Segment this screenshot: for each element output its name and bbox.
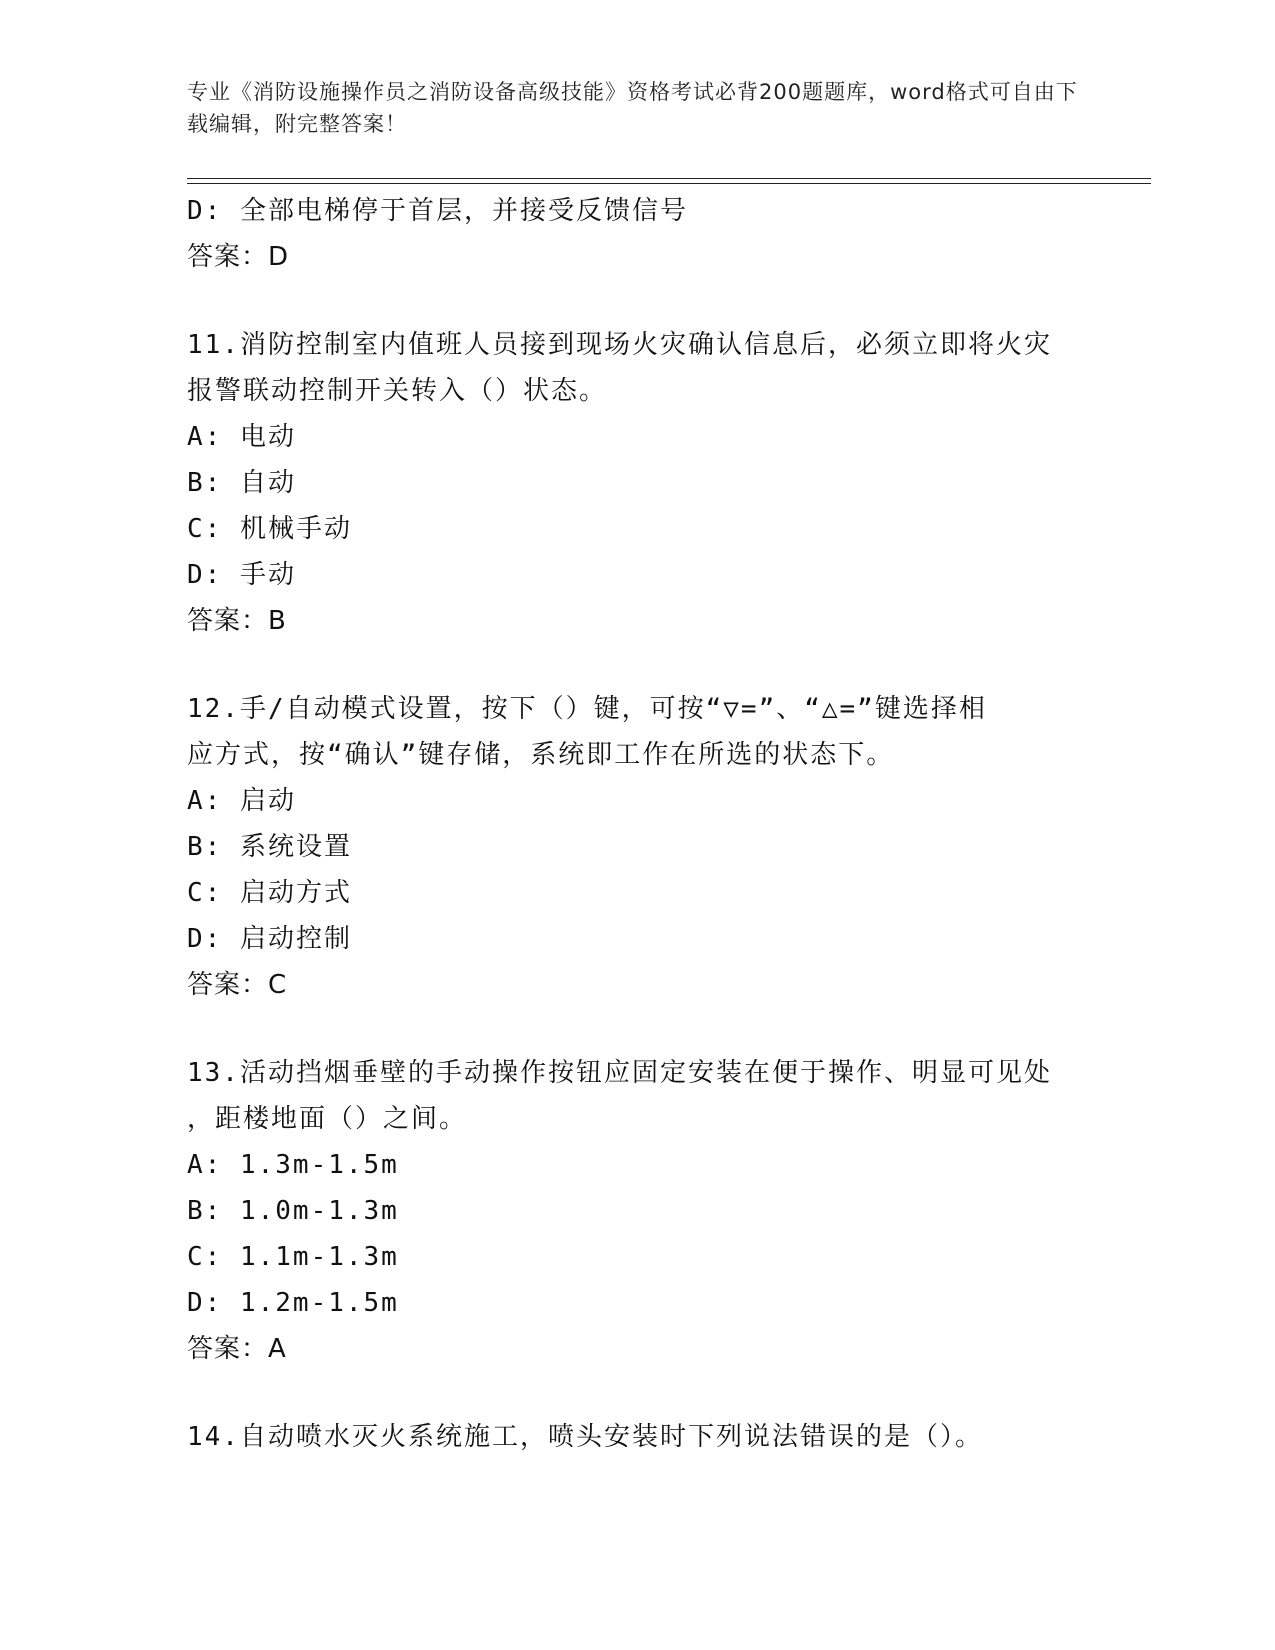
header-divider-top xyxy=(187,178,1151,179)
option-d: D: 手动 xyxy=(187,560,296,590)
question-stem: 13.活动挡烟垂壁的手动操作按钮应固定安装在便于操作、明显可见处 xyxy=(187,1058,1052,1088)
prev-option-d: D: 全部电梯停于首层，并接受反馈信号 xyxy=(187,196,688,226)
option-a: A: 1.3m-1.5m xyxy=(187,1150,399,1180)
option-c: C: 1.1m-1.3m xyxy=(187,1242,399,1272)
question-stem: 11.消防控制室内值班人员接到现场火灾确认信息后，必须立即将火灾 xyxy=(187,330,1052,360)
option-a: A: 电动 xyxy=(187,422,296,452)
header-divider-bottom xyxy=(187,183,1151,184)
question-stem: 12.手/自动模式设置，按下（）键，可按“▽=”、“△=”键选择相 xyxy=(187,694,987,724)
option-c: C: 启动方式 xyxy=(187,878,352,908)
answer: 答案：B xyxy=(187,606,287,636)
question-14 xyxy=(187,1414,1087,1460)
question-content xyxy=(187,188,1087,1460)
question-13 xyxy=(187,1050,1087,1372)
option-c: C: 机械手动 xyxy=(187,514,352,544)
answer: 答案：A xyxy=(187,1334,287,1364)
document-header: 专业《消防设施操作员之消防设备高级技能》资格考试必背200题题库，word格式可自由下载编辑，附完整答案！ xyxy=(187,80,1078,136)
option-b: B: 系统设置 xyxy=(187,832,352,862)
question-stem: 应方式，按“确认”键存储，系统即工作在所选的状态下。 xyxy=(187,740,895,770)
question-stem: 14.自动喷水灭火系统施工，喷头安装时下列说法错误的是（）。 xyxy=(187,1422,983,1452)
option-b: B: 1.0m-1.3m xyxy=(187,1196,399,1226)
option-a: A: 启动 xyxy=(187,786,296,816)
option-d: D: 1.2m-1.5m xyxy=(187,1288,399,1318)
option-d: D: 启动控制 xyxy=(187,924,352,954)
question-11 xyxy=(187,322,1087,644)
prev-answer: 答案：D xyxy=(187,242,290,272)
option-b: B: 自动 xyxy=(187,468,296,498)
question-12 xyxy=(187,686,1087,1008)
question-stem: ，距楼地面（）之间。 xyxy=(187,1104,468,1134)
answer: 答案：C xyxy=(187,970,288,1000)
question-stem: 报警联动控制开关转入（）状态。 xyxy=(187,376,608,406)
